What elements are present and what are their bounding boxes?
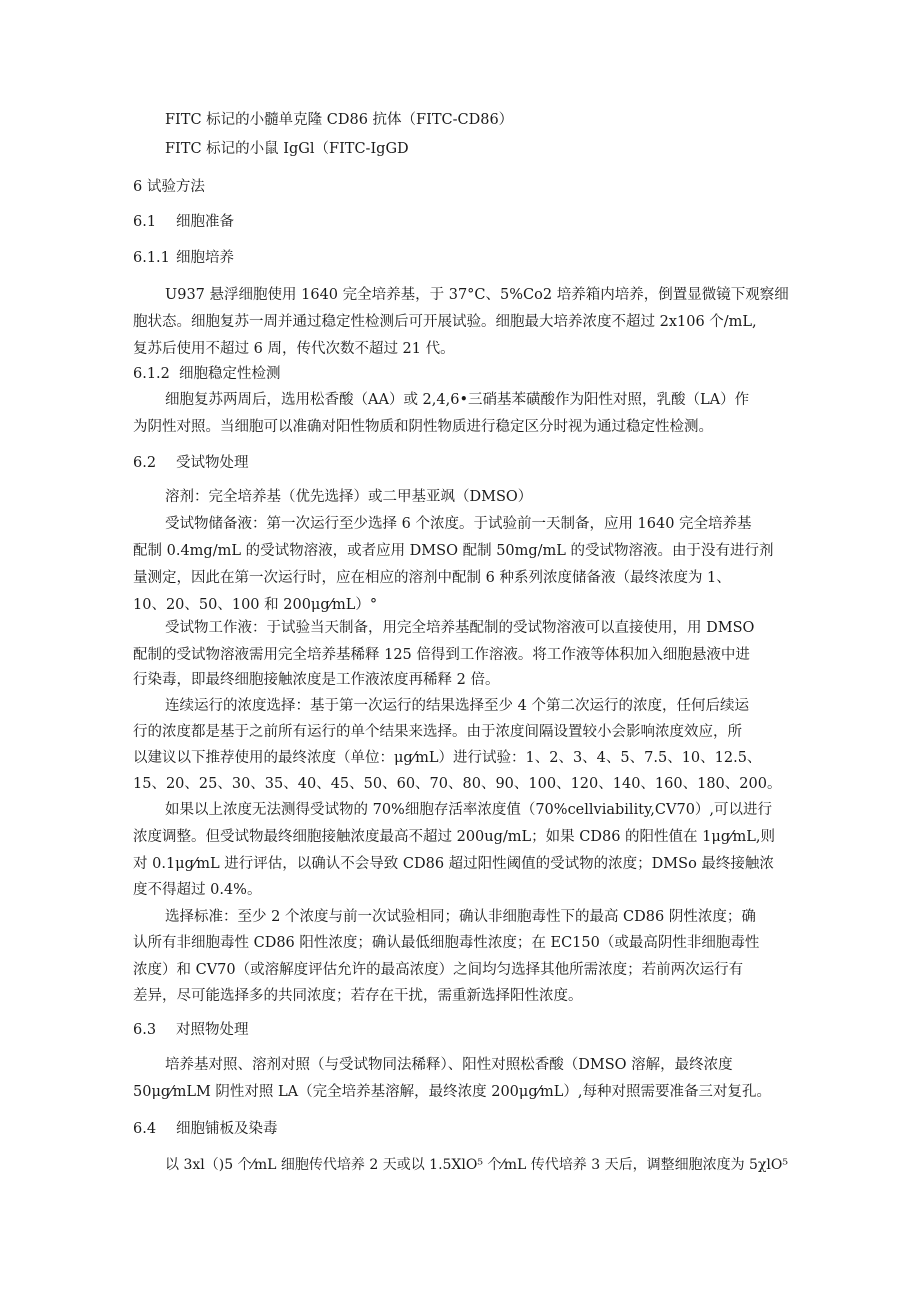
paragraph-line: 50μg⁄mLM 阴性对照 LA（完全培养基溶解，最终浓度 200μg⁄mL）,每种对照需要准备三对复孔。 <box>133 1084 772 1100</box>
paragraph-line: 选择标准：至少 2 个浓度与前一次试验相同；确认非细胞毒性下的最高 CD86 阴性浓度；确 <box>165 909 756 925</box>
section-number: 6.2 <box>133 455 157 471</box>
paragraph-line: 以 3xl（)5 个⁄mL 细胞传代培养 2 天或以 1.5XlO⁵ 个⁄mL 传代培养 3 天后，调整细胞浓度为 5χlO⁵ <box>165 1157 788 1173</box>
reagent-fitc-cd86: FITC 标记的小髓单克隆 CD86 抗体（FITC-CD86） <box>165 112 514 128</box>
paragraph-line: 15、20、25、30、35、40、45、50、60、70、80、90、100、120、140、160、180、200。 <box>133 776 782 792</box>
section-title: 细胞稳定性检测 <box>179 366 281 382</box>
paragraph-line: 细胞复苏两周后，选用松香酸（AA）或 2,4,6•三硝基苯磺酸作为阳性对照，乳酸（LA）作 <box>165 392 750 408</box>
section-6-1-2-heading <box>133 364 281 384</box>
paragraph-line: 度不得超过 0.4%。 <box>133 882 262 898</box>
paragraph-line: 胞状态。细胞复苏一周并通过稳定性检测后可开展试验。细胞最大培养浓度不超过 2x106 个/mL, <box>133 314 757 330</box>
section-number: 6.1 <box>133 214 157 230</box>
section-title: 细胞准备 <box>176 214 234 230</box>
paragraph-line: 如果以上浓度无法测得受试物的 70%细胞存活率浓度值（70%cellviability,CV70）,可以进行 <box>165 802 773 818</box>
paragraph-line: 受试物储备液：第一次运行至少选择 6 个浓度。于试验前一天制备，应用 1640 完全培养基 <box>165 516 752 532</box>
paragraph-line: U937 悬浮细胞使用 1640 完全培养基，于 37°C、5%Co2 培养箱内培养，倒置显微镜下观察细 <box>165 287 789 303</box>
solvent-line: 溶剂：完全培养基（优先选择）或二甲基亚飒（DMSO） <box>165 489 533 505</box>
paragraph-line: 认所有非细胞毒性 CD86 阳性浓度；确认最低细胞毒性浓度；在 EC150（或最高阴性非细胞毒性 <box>133 935 760 951</box>
section-number: 6.1.1 <box>133 250 170 266</box>
section-title: 对照物处理 <box>176 1022 249 1038</box>
section-6-2-heading <box>133 453 249 473</box>
section-6-title: 6 试验方法 <box>133 179 205 195</box>
paragraph-line: 对 0.1μg⁄mL 进行评估，以确认不会导致 CD86 超过阳性阈值的受试物的浓度；DMSo 最终接触浓 <box>133 856 774 872</box>
paragraph-line: 浓度调整。但受试物最终细胞接触浓度最高不超过 200ug/mL；如果 CD86 的阳性值在 1μg⁄mL,则 <box>133 829 776 845</box>
section-title: 细胞铺板及染毒 <box>176 1121 278 1137</box>
paragraph-line: 以建议以下推荐使用的最终浓度（单位：μg⁄mL）进行试验：1、2、3、4、5、7.5、10、12.5、 <box>133 750 762 766</box>
paragraph-line: 复苏后使用不超过 6 周，传代次数不超过 21 代。 <box>133 341 455 357</box>
section-number: 6.4 <box>133 1121 157 1137</box>
section-number: 6.3 <box>133 1022 157 1038</box>
paragraph-line: 培养基对照、溶剂对照（与受试物同法稀释）、阳性对照松香酸（DMSO 溶解，最终浓度 <box>165 1057 733 1073</box>
paragraph-line: 受试物工作液：于试验当天制备，用完全培养基配制的受试物溶液可以直接使用，用 DMSO <box>165 620 755 636</box>
paragraph-line: 行染毒，即最终细胞接触浓度是工作液浓度再稀释 2 倍。 <box>133 672 500 688</box>
paragraph-line: 配制的受试物溶液需用完全培养基稀释 125 倍得到工作溶液。将工作液等体积加入细胞悬液中进 <box>133 647 750 663</box>
section-title: 受试物处理 <box>176 455 249 471</box>
paragraph-line: 行的浓度都是基于之前所有运行的单个结果来选择。由于浓度间隔设置较小会影响浓度效应，所 <box>133 724 742 740</box>
section-number: 6.1.2 <box>133 366 170 382</box>
section-6-1-1-heading <box>133 248 234 268</box>
paragraph-line: 浓度）和 CV70（或溶解度评估允许的最高浓度）之间均匀选择其他所需浓度；若前两次运行有 <box>133 962 744 978</box>
section-6-3-heading <box>133 1020 249 1040</box>
section-title: 细胞培养 <box>176 250 234 266</box>
paragraph-line: 连续运行的浓度选择：基于第一次运行的结果选择至少 4 个第二次运行的浓度，任何后续运 <box>165 698 749 714</box>
paragraph-line: 为阴性对照。当细胞可以准确对阳性物质和阴性物质进行稳定区分时视为通过稳定性检测。 <box>133 419 713 435</box>
reagent-fitc-iggd: FITC 标记的小鼠 IgGl（FITC-IgGD <box>165 141 409 157</box>
paragraph-line: 量测定，因此在第一次运行时，应在相应的溶剂中配制 6 种系列浓度储备液（最终浓度为 1、 <box>133 570 731 586</box>
paragraph-line: 配制 0.4mg/mL 的受试物溶液，或者应用 DMSO 配制 50mg/mL 的受试物溶液。由于没有进行剂 <box>133 543 774 559</box>
section-6-1-heading <box>133 212 234 232</box>
section-6-4-heading <box>133 1119 278 1139</box>
paragraph-line: 10、20、50、100 和 200μg⁄mL）° <box>133 597 378 613</box>
paragraph-line: 差异，尽可能选择多的共同浓度；若存在干扰，需重新选择阳性浓度。 <box>133 988 583 1004</box>
